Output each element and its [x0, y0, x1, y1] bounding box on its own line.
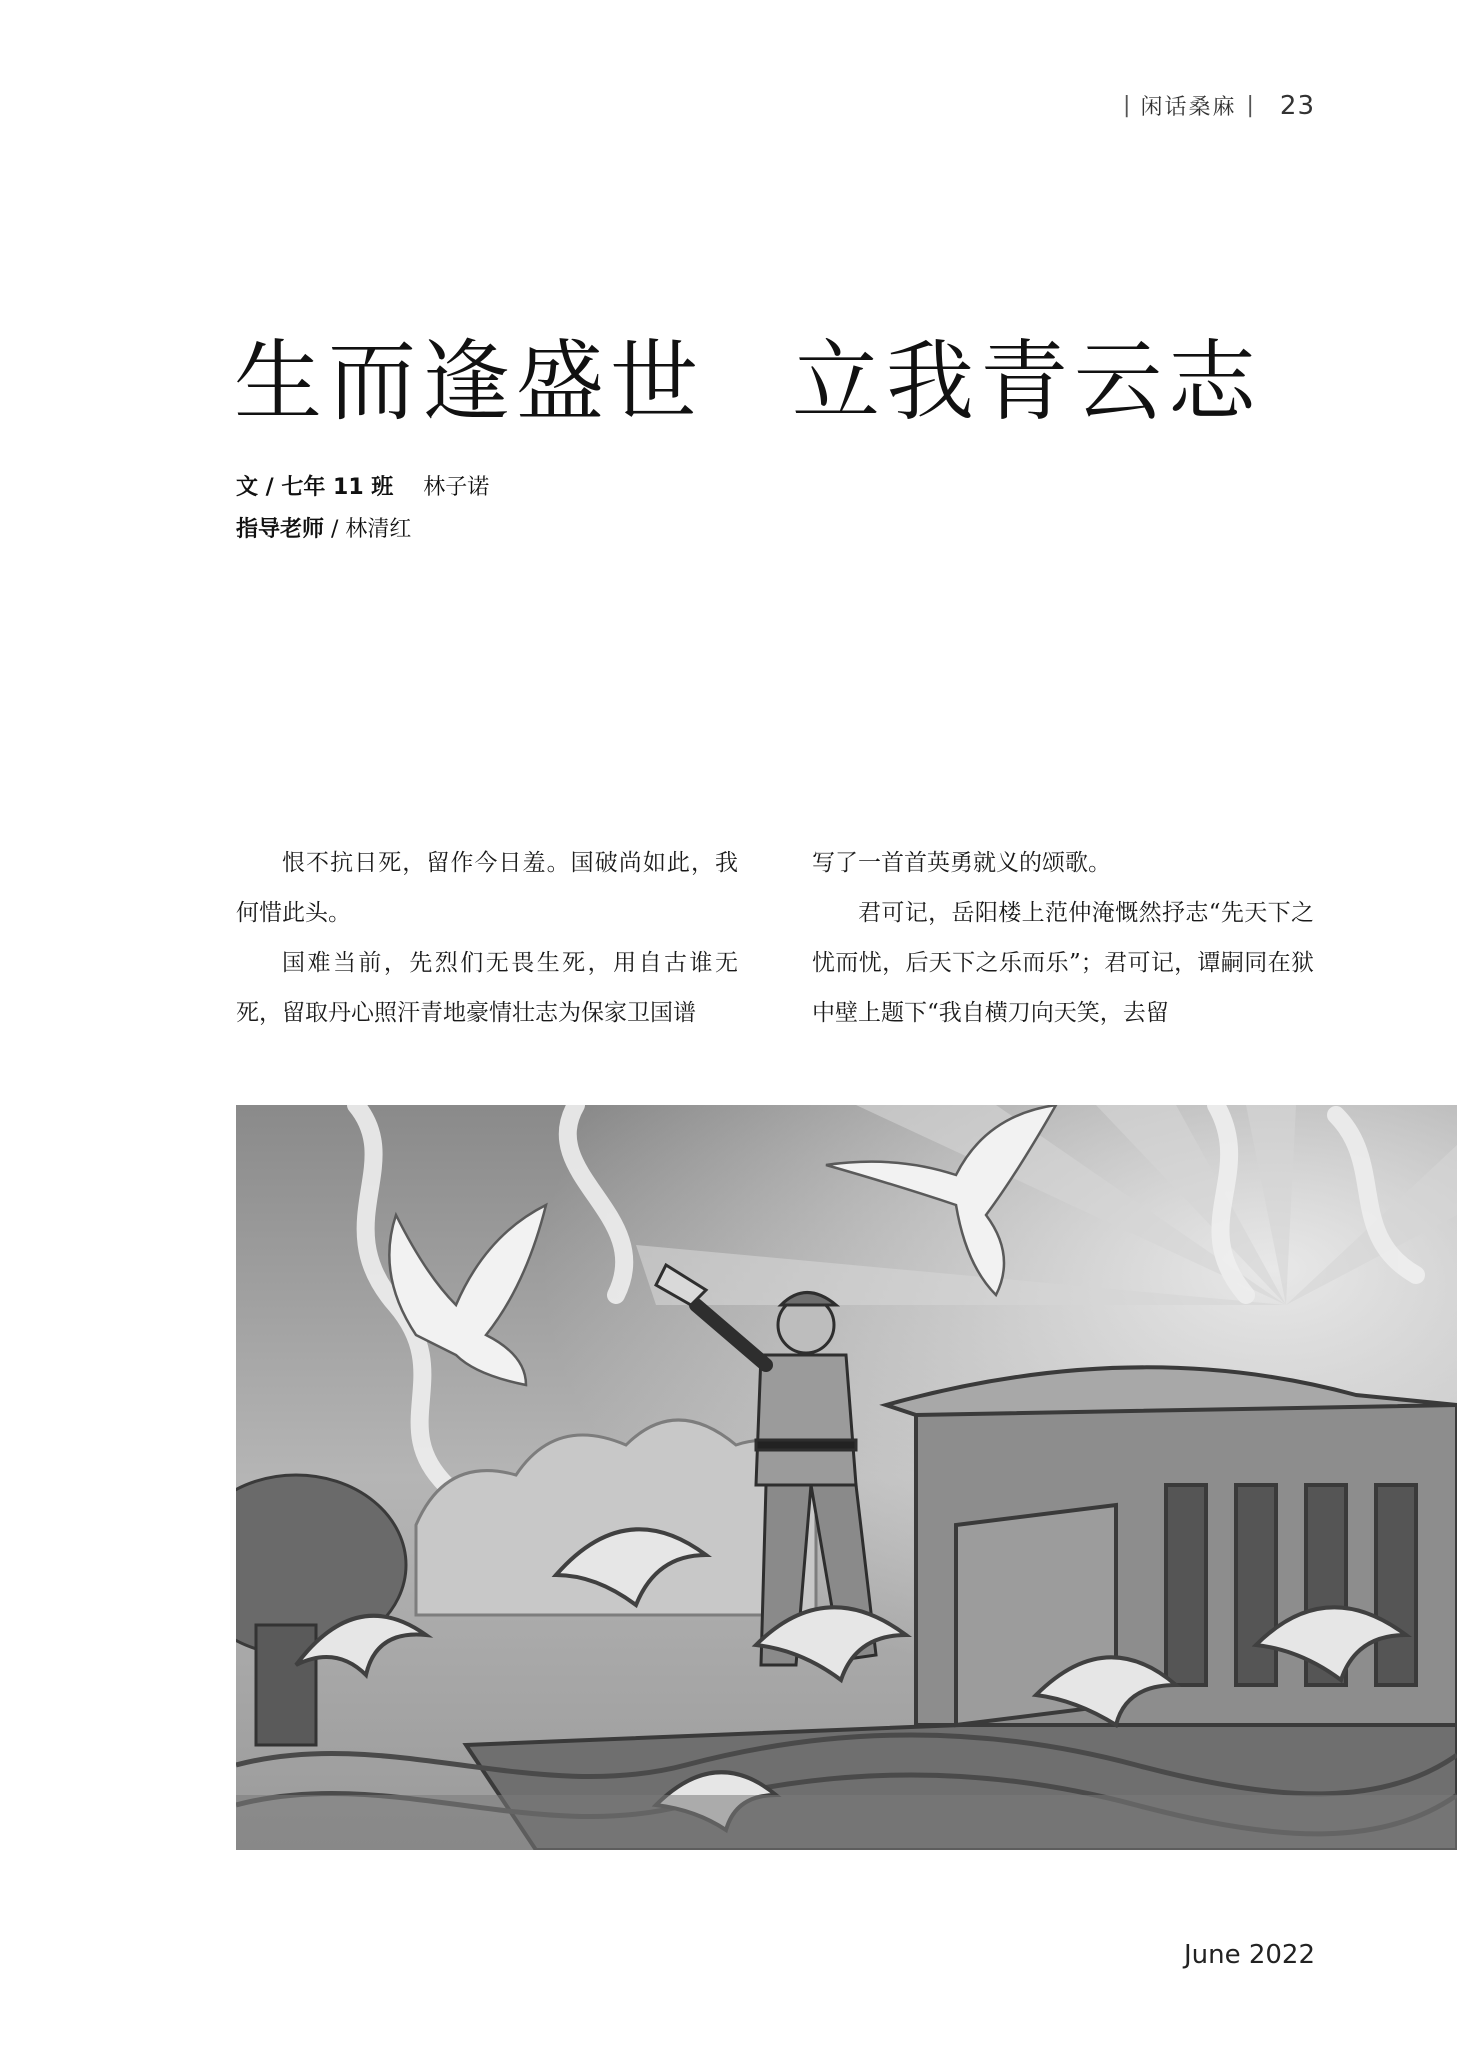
title-part-1: 生而逢盛世 — [234, 330, 705, 433]
illustration-bugler-boat-waves — [236, 1105, 1457, 1850]
running-header — [1113, 90, 1315, 121]
teacher-name: / 林清红 — [331, 517, 412, 542]
paragraph-2: 国难当前，先烈们无畏生死，用自古谁无死，留取丹心照汗青地豪情壮志为保家卫国谱 — [236, 950, 738, 1026]
section-name: 闲话桑麻 — [1140, 95, 1237, 120]
author-label: 文 / 七年 11 班 — [236, 475, 394, 500]
body-column-right — [812, 838, 1314, 1038]
title-part-2: 立我青云志 — [792, 330, 1263, 433]
paragraph-1: 恨不抗日死，留作今日羞。国破尚如此，我何惜此头。 — [236, 850, 738, 926]
issue-date: June 2022 — [1183, 1940, 1315, 1970]
teacher-byline — [236, 512, 411, 543]
paragraph-3: 君可记，岳阳楼上范仲淹慨然抒志“先天下之忧而忧，后天下之乐而乐”；君可记，谭嗣同在狱中壁上题下“我自横刀向天笑，去留 — [812, 900, 1314, 1026]
author-byline — [236, 470, 489, 501]
header-divider-right: | — [1246, 93, 1254, 118]
paragraph-2-continued: 写了一首首英勇就义的颂歌。 — [812, 850, 1111, 876]
teacher-label: 指导老师 — [236, 517, 325, 542]
author-name: 林子诺 — [423, 475, 490, 500]
illustration — [236, 1105, 1457, 1850]
body-column-left — [236, 838, 738, 1038]
article-title — [234, 312, 1262, 438]
page-number: 23 — [1279, 90, 1315, 121]
header-divider-left: | — [1123, 93, 1131, 118]
